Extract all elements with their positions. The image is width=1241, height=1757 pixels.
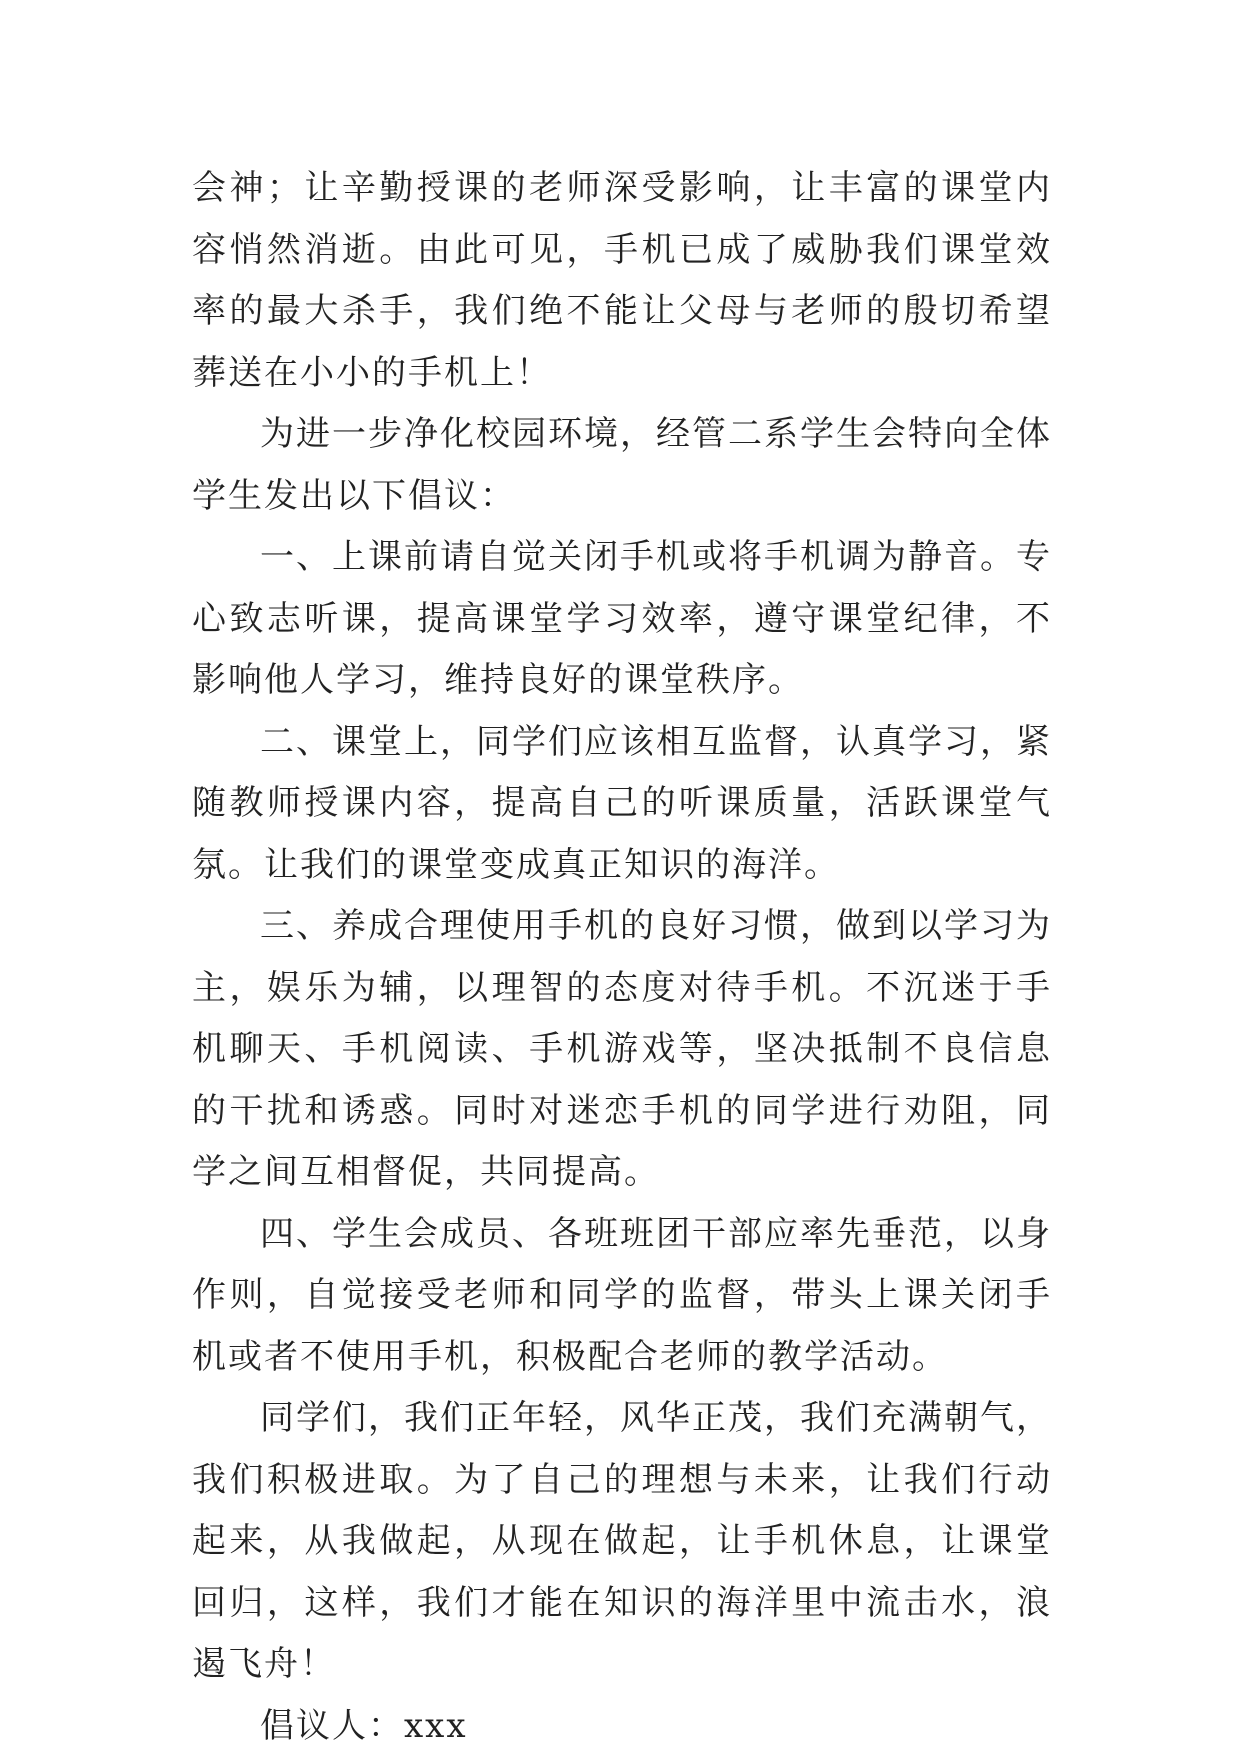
paragraph-item-2: 二、课堂上，同学们应该相互监督，认真学习，紧随教师授课内容，提高自己的听课质量，活跃课堂气氛。让我们的课堂变成真正知识的海洋。 [192, 712, 1052, 897]
paragraph-closing: 同学们，我们正年轻，风华正茂，我们充满朝气，我们积极进取。为了自己的理想与未来，让我们行动起来，从我做起，从现在做起，让手机休息，让课堂回归，这样，我们才能在知识的海洋里中流击水，浪遏飞舟！ [192, 1388, 1052, 1696]
paragraph-signature: 倡议人：xxx [192, 1696, 1052, 1757]
paragraph-item-1: 一、上课前请自觉关闭手机或将手机调为静音。专心致志听课，提高课堂学习效率，遵守课堂纪律，不影响他人学习，维持良好的课堂秩序。 [192, 527, 1052, 712]
paragraph-continuation: 会神；让辛勤授课的老师深受影响，让丰富的课堂内容悄然消逝。由此可见，手机已成了威胁我们课堂效率的最大杀手，我们绝不能让父母与老师的殷切希望葬送在小小的手机上！ [192, 158, 1052, 404]
paragraph-item-4: 四、学生会成员、各班班团干部应率先垂范，以身作则，自觉接受老师和同学的监督，带头上课关闭手机或者不使用手机，积极配合老师的教学活动。 [192, 1204, 1052, 1389]
paragraph-intro: 为进一步净化校园环境，经管二系学生会特向全体学生发出以下倡议： [192, 404, 1052, 527]
paragraph-item-3: 三、养成合理使用手机的良好习惯，做到以学习为主，娱乐为辅，以理智的态度对待手机。不沉迷于手机聊天、手机阅读、手机游戏等，坚决抵制不良信息的干扰和诱惑。同时对迷恋手机的同学进行劝阻，同学之间互相督促，共同提高。 [192, 896, 1052, 1204]
document-body [192, 158, 1052, 1757]
